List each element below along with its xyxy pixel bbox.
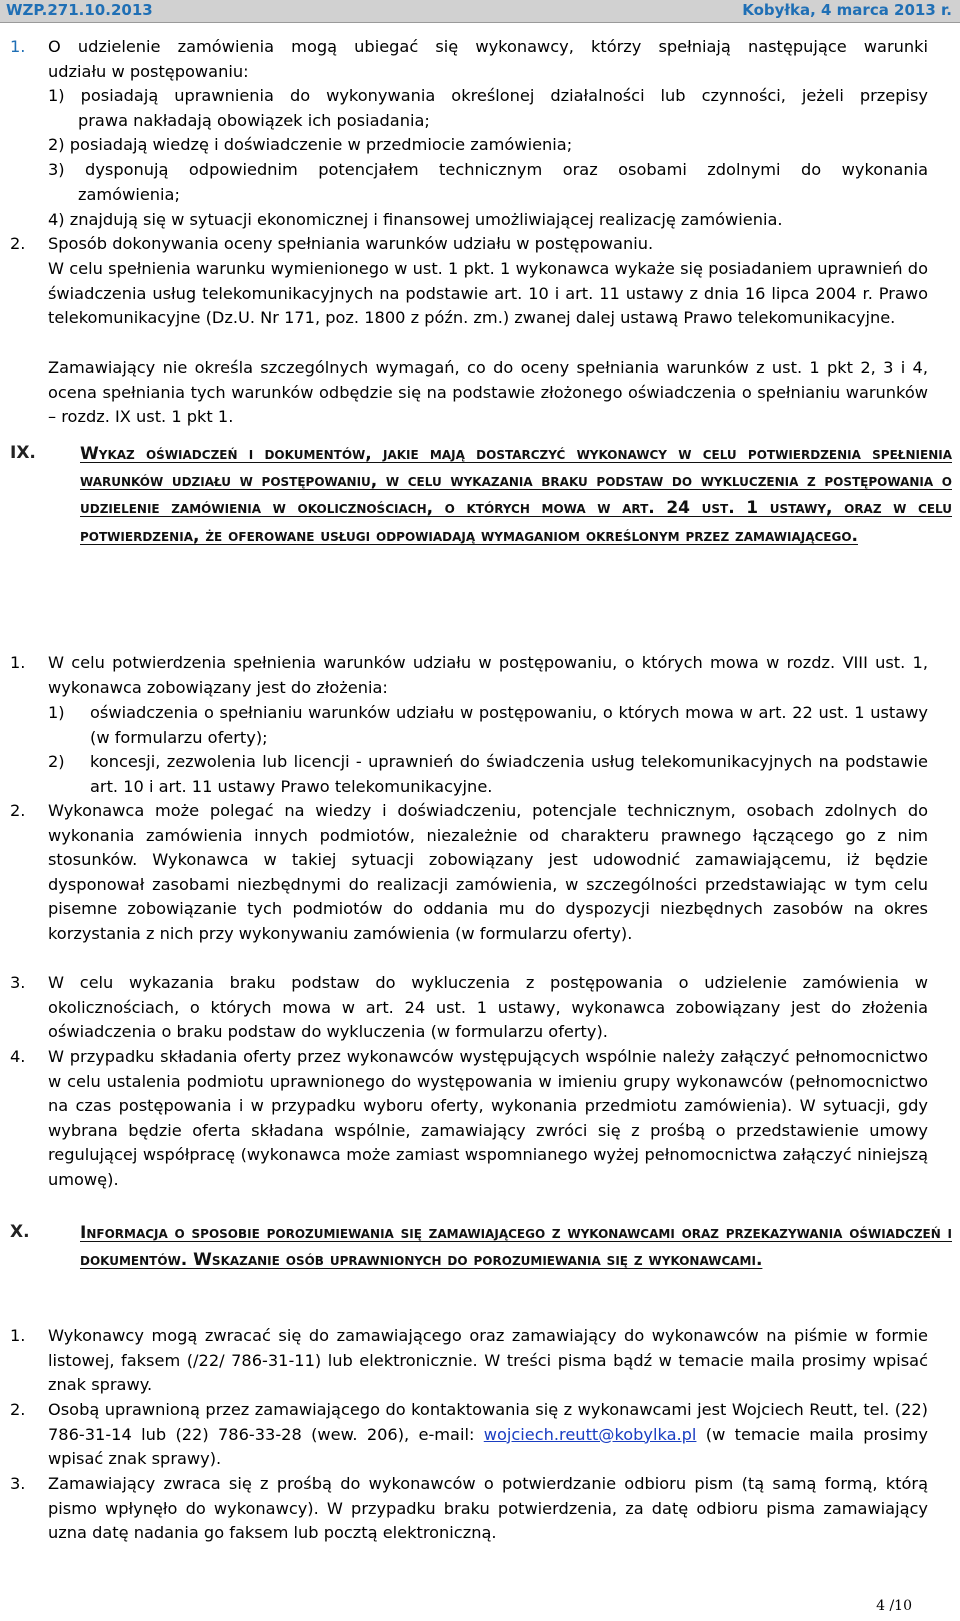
paragraph: W celu spełnienia warunku wymienionego w ust. 1 pkt. 1 wykonawca wykaże się posiadaniem uprawnień do świadczenia usług telekomunikacyjnych na podstawie art. 10 i art. 11 ustawy z dnia 16 lipca 2004 r. Prawo telekomunikacyjne (Dz.U. Nr 171, poz. 1800 z późn. zm.) zwanej dalej ustawą Prawo telekomunikacyjne.: [48, 259, 928, 328]
item-number: 2.: [10, 234, 26, 253]
paragraph: Wykonawcy mogą zwracać się do zamawiającego oraz zamawiający do wykonawców na piśmie w formie listowej, faksem (/22/ 786-31-11) lub elektronicznie. W treści pisma bądź w temacie maila prosimy wpisać znak sprawy.: [48, 1326, 928, 1395]
sub-item: koncesji, zezwolenia lub licencji - uprawnień do świadczenia usług telekomunikacyjnych na podstawie art. 10 i art. 11 ustawy Prawo telekomunikacyjne.: [90, 752, 928, 796]
list-item: zamówienia;: [78, 185, 180, 204]
sub-item: oświadczenia o spełnianiu warunków udziału w postępowaniu, o których mowa w art. 22 ust. 1 ustawy (w formularzu oferty);: [90, 703, 928, 747]
case-reference: WZP.271.10.2013: [6, 1, 153, 19]
item-number: 2.: [10, 801, 26, 820]
item-number: 1.: [10, 653, 26, 672]
list-item: 2) posiadają wiedzę i doświadczenie w przedmiocie zamówienia;: [48, 135, 573, 154]
paragraph: O udzielenie zamówienia mogą ubiegać się wykonawcy, którzy spełniają następujące warunki: [48, 37, 928, 56]
item-number: 3.: [10, 1474, 26, 1493]
sub-item-number: 1): [48, 703, 65, 722]
place-date: Kobyłka, 4 marca 2013 r.: [742, 1, 952, 19]
paragraph: Zamawiający nie określa szczególnych wymagań, co do oceny spełniania warunków z ust. 1 pkt 2, 3 i 4, ocena spełniania tych warunków odbędzie się na podstawie złożonego oświadczenia o spełnianiu warunków – rozdz. IX ust. 1 pkt 1.: [48, 358, 928, 427]
list-item: 4) znajdują się w sytuacji ekonomicznej i finansowej umożliwiającej realizację zamówienia.: [48, 210, 783, 229]
paragraph: W przypadku składania oferty przez wykonawców występujących wspólnie należy załączyć pełnomocnictwo w celu ustalenia podmiotu uprawnionego do występowania w imieniu grupy wykonawców (pełnomocnictwo na czas postępowania i w przypadku wyboru oferty, wykonania przedmiotu zamówienia). W sytuacji, gdy wybrana będzie oferta składana wspólnie, zamawiający zwróci się z prośbą o przedstawienie umowy regulującej współpracę (wykonawca może zamiast wspomnianego wyżej pełnomocnictwa załączyć niniejszą umowę).: [48, 1047, 928, 1189]
section-number: IX.: [10, 443, 36, 463]
paragraph: [48, 1398, 928, 1472]
item-number: 4.: [10, 1047, 26, 1066]
section-title: Wykaz oświadczeń i dokumentów, jakie mają dostarczyć wykonawcy w celu potwierdzenia spełnienia warunków udziału w postępowaniu, w celu wykazania braku podstaw do wykluczenia z postępowania o udzielenie zamówienia w okolicznościach, o których mowa w art. 24 ust. 1 ustawy, oraz w celu potwierdzenia, że oferowane usługi odpowiadają wymaganiom określonym przez zamawiającego.: [80, 444, 952, 546]
list-item: prawa nakładają obowiązek ich posiadania;: [78, 111, 430, 130]
paragraph: W celu wykazania braku podstaw do wykluczenia z postępowania o udzielenie zamówienia w okolicznościach, o których mowa w art. 24 ust. 1 ustawy, wykonawca zobowiązany jest do złożenia oświadczenia o braku podstaw do wykluczenia (w formularzu oferty).: [48, 973, 928, 1042]
item-number: 2.: [10, 1400, 26, 1419]
paragraph: Zamawiający zwraca się z prośbą do wykonawców o potwierdzanie odbioru pism (tą samą formą, którą pismo wpłynęło do wykonawcy). W przypadku braku potwierdzenia, za datę odbioru pisma zamawiający uzna datę nadania go faksem lub pocztą elektroniczną.: [48, 1474, 928, 1543]
item-number: 1.: [10, 1326, 26, 1345]
list-item: 3) dysponują odpowiednim potencjałem technicznym oraz osobami zdolnymi do wykonania: [48, 160, 928, 179]
section-title: Informacja o sposobie porozumiewania się zamawiającego z wykonawcami oraz przekazywania oświadczeń i dokumentów. Wskazanie osób uprawnionych do porozumiewania się z wykonawcami.: [80, 1223, 952, 1271]
paragraph: Wykonawca może polegać na wiedzy i doświadczeniu, potencjale technicznym, osobach zdolnych do wykonania zamówienia innych podmiotów, niezależnie od charakteru prawnego łączącego go z nim stosunków. Wykonawca w takiej sytuacji zobowiązany jest udowodnić zamawiającemu, iż będzie dysponował zasobami niezbędnymi do realizacji zamówienia, w szczególności przedstawiając w tym celu pisemne zobowiązanie tych podmiotów do oddania mu do dyspozycji niezbędnych zasobów na okres korzystania z nich przy wykonywaniu zamówienia (w formularzu oferty).: [48, 801, 928, 943]
page-header: [0, 0, 960, 23]
paragraph: Sposób dokonywania oceny spełniania warunków udziału w postępowaniu.: [48, 234, 654, 253]
email-link[interactable]: wojciech.reutt@kobylka.pl: [483, 1424, 697, 1444]
sub-item-number: 2): [48, 752, 65, 771]
section-number: X.: [10, 1222, 30, 1242]
contact-text: Osobą uprawnioną przez zamawiającego do kontaktowania się z wykonawcami jest Wojciech Reutt, tel. (22) 786-31-14 lub (22) 786-33-28 (wew. 206), e-mail:: [48, 1400, 928, 1444]
item-number: 1.: [10, 37, 26, 56]
list-item: 1) posiadają uprawnienia do wykonywania określonej działalności lub czynności, jeżeli przepisy: [48, 86, 928, 105]
paragraph: W celu potwierdzenia spełnienia warunków udziału w postępowaniu, o których mowa w rozdz. VIII ust. 1, wykonawca zobowiązany jest do złożenia:: [48, 653, 928, 697]
contact-note: (w temacie maila prosimy wpisać znak sprawy).: [48, 1424, 928, 1469]
item-number: 3.: [10, 973, 26, 992]
page-number: 4 /10: [876, 1598, 912, 1614]
paragraph: udziału w postępowaniu:: [48, 62, 249, 81]
